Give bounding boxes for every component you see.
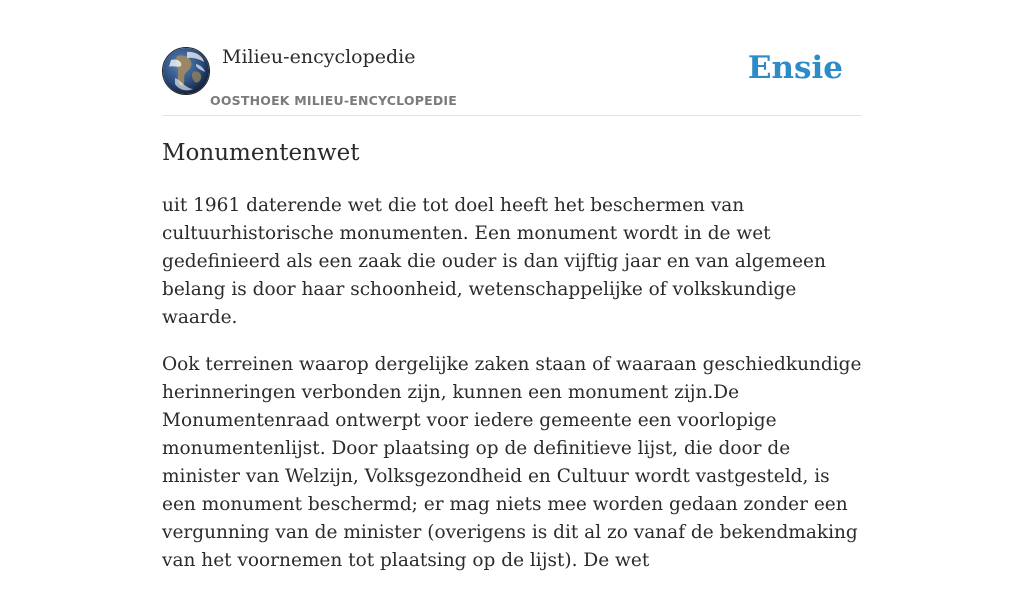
article-body: [162, 192, 862, 594]
earth-globe-icon[interactable]: [162, 47, 210, 95]
site-subtitle: OOSTHOEK MILIEU-ENCYCLOPEDIE: [210, 93, 457, 108]
site-header: [162, 46, 862, 116]
article-paragraph-1: uit 1961 daterende wet die tot doel heeft het beschermen van cultuurhistorische monumenten. Een monument wordt in de wet gedefinieerd als een zaak die ouder is dan vijftig jaar en van algemeen belang is door haar schoonheid, wetenschappelijke of volkskundige waarde.: [162, 195, 826, 328]
article-paragraph-2: Ook terreinen waarop dergelijke zaken staan of waaraan geschiedkundige herinneringen verbonden zijn, kunnen een monument zijn.De Monumentenraad ontwerpt voor iedere gemeente een voorlopige monumentenlijst. Door plaatsing op de definitieve lijst, die door de minister van Welzijn, Volksgezondheid en Cultuur wordt vastgesteld, is een monument beschermd; er mag niets mee worden gedaan zonder een vergunning van de minister (overigens is dit al zo vanaf de bekendmaking van het voornemen tot plaatsing op de lijst). De wet: [162, 354, 862, 571]
ensie-brand-logo[interactable]: Ensie: [747, 50, 843, 86]
page-title: Monumentenwet: [162, 140, 360, 166]
site-title[interactable]: Milieu-encyclopedie: [222, 46, 416, 68]
